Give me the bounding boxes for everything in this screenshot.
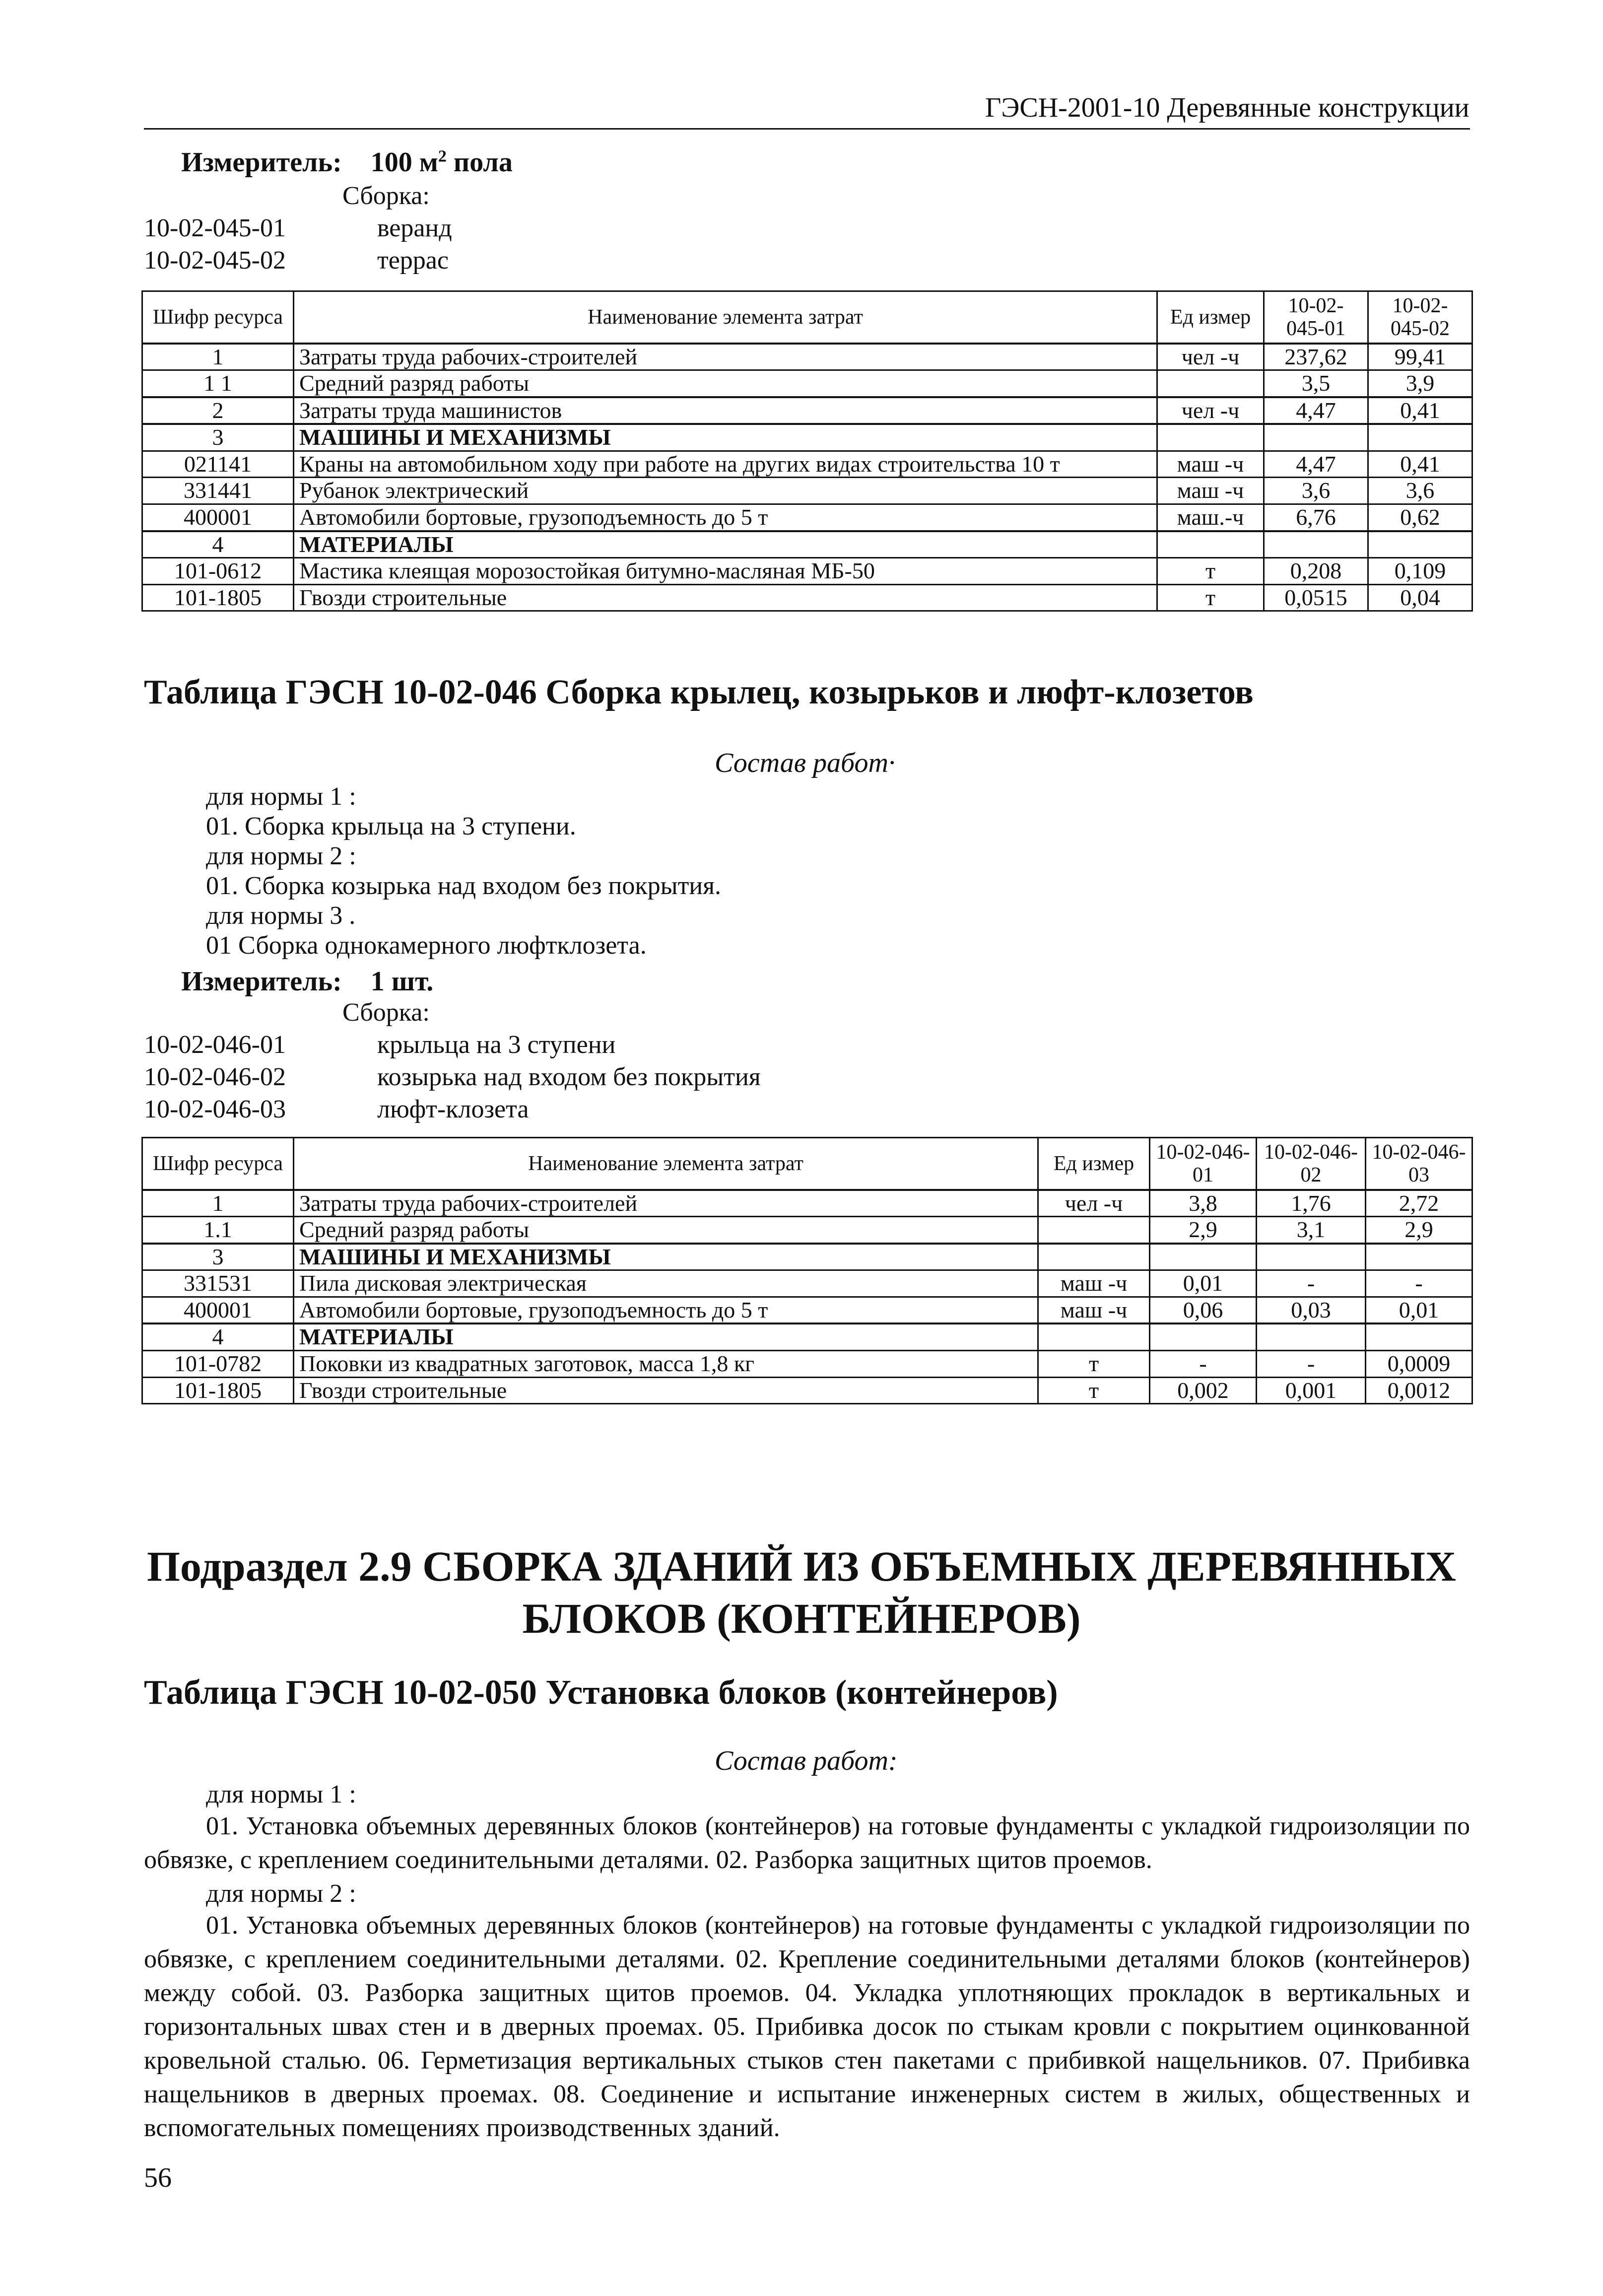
row-code: 1.1 [142, 1217, 294, 1244]
row-name: Затраты труда машинистов [294, 397, 1157, 424]
measure-value: 1 шт. [370, 966, 434, 997]
assembly-label-045: Сборка: [342, 182, 430, 210]
row-name: МАТЕРИАЛЫ [294, 1323, 1038, 1350]
table-row [142, 1377, 1472, 1404]
row-value-3 [1366, 1244, 1472, 1270]
row-value-2: 0,109 [1368, 558, 1472, 585]
row-unit: маш -ч [1157, 451, 1264, 478]
measure-label: Измеритель: [181, 147, 342, 178]
table-row [142, 478, 1472, 504]
measure-label: Измеритель: [181, 966, 342, 997]
row-value-2: 0,04 [1368, 584, 1472, 611]
row-unit: чел -ч [1038, 1190, 1150, 1217]
table-row [142, 1323, 1472, 1350]
norm2-label-050: для нормы 2 : [206, 1879, 356, 1908]
col-header-code: Шифр ресурса [142, 291, 294, 344]
row-code: 3 [142, 424, 294, 451]
row-code: 2 [142, 397, 294, 424]
row-value-3: 2,9 [1366, 1217, 1472, 1244]
row-value-2: 3,1 [1257, 1217, 1366, 1244]
header-rule [144, 128, 1470, 130]
row-value-1: 3,8 [1150, 1190, 1257, 1217]
table-title-046: Таблица ГЭСН 10-02-046 Сборка крылец, козырьков и люфт-клозетов [144, 673, 1254, 711]
row-code: 101-0612 [142, 558, 294, 585]
row-code: 331531 [142, 1270, 294, 1297]
col-header-code: Шифр ресурса [142, 1138, 294, 1190]
row-name: МАТЕРИАЛЫ [294, 531, 1157, 558]
running-header: ГЭСН-2001-10 Деревянные конструкции [985, 92, 1469, 123]
row-value-2: 99,41 [1368, 344, 1472, 370]
row-value-2: 0,62 [1368, 504, 1472, 531]
row-unit: маш -ч [1157, 478, 1264, 504]
table-row [142, 558, 1472, 585]
row-unit [1157, 370, 1264, 397]
row-value-2: 0,41 [1368, 397, 1472, 424]
row-value-1 [1264, 531, 1368, 558]
row-unit: маш -ч [1038, 1297, 1150, 1323]
row-code: 1 [142, 344, 294, 370]
row-value-2: 3,6 [1368, 478, 1472, 504]
code-046-01: 10-02-046-01 [144, 1031, 286, 1059]
resource-table-045 [141, 290, 1473, 612]
row-unit [1157, 424, 1264, 451]
norm-label-1: для нормы 1 : [206, 782, 356, 811]
row-name: МАШИНЫ И МЕХАНИЗМЫ [294, 424, 1157, 451]
row-value-1: 3,6 [1264, 478, 1368, 504]
table-title-050: Таблица ГЭСН 10-02-050 Установка блоков (контейнеров) [144, 1673, 1058, 1712]
row-value-1: - [1150, 1351, 1257, 1378]
row-unit: маш -ч [1038, 1270, 1150, 1297]
row-value-3: 0,0009 [1366, 1351, 1472, 1378]
row-name: Автомобили бортовые, грузоподъемность до 5 т [294, 504, 1157, 531]
table-row [142, 1217, 1472, 1244]
col-header-norm-3: 10-02-046-03 [1366, 1138, 1472, 1190]
row-value-1 [1150, 1323, 1257, 1350]
code-045-02-name: террас [377, 246, 449, 275]
row-value-2 [1368, 424, 1472, 451]
row-code: 021141 [142, 451, 294, 478]
row-unit [1038, 1217, 1150, 1244]
col-header-unit: Ед измер [1038, 1138, 1150, 1190]
row-name: Автомобили бортовые, грузоподъемность до 5 т [294, 1297, 1038, 1323]
row-value-1: 2,9 [1150, 1217, 1257, 1244]
row-value-1: 4,47 [1264, 397, 1368, 424]
table-row [142, 344, 1472, 370]
row-name: Гвозди строительные [294, 1377, 1038, 1404]
row-name: Средний разряд работы [294, 370, 1157, 397]
row-unit: маш.-ч [1157, 504, 1264, 531]
table-row [142, 370, 1472, 397]
row-value-2: - [1257, 1351, 1366, 1378]
row-unit: т [1038, 1377, 1150, 1404]
table-body-045 [142, 344, 1472, 611]
norm-text-3: 01 Сборка однокамерного люфтклозета. [206, 931, 647, 960]
col-header-norm-2: 10-02-045-02 [1368, 291, 1472, 344]
norm1-label-050: для нормы 1 : [206, 1780, 356, 1809]
norm-label-3: для нормы 3 . [206, 902, 356, 930]
row-code: 101-1805 [142, 584, 294, 611]
row-value-1 [1264, 424, 1368, 451]
table-row [142, 1297, 1472, 1323]
row-value-1: 6,76 [1264, 504, 1368, 531]
row-name: Поковки из квадратных заготовок, масса 1,8 кг [294, 1351, 1038, 1378]
col-header-unit: Ед измер [1157, 291, 1264, 344]
code-045-01-name: веранд [377, 214, 452, 242]
code-046-01-name: крыльца на 3 ступени [377, 1031, 616, 1059]
code-046-02-name: козырька над входом без покрытия [377, 1063, 761, 1091]
row-value-3 [1366, 1323, 1472, 1350]
norm1-text-050: 01. Установка объемных деревянных блоков (контейнеров) на готовые фундаменты с укладкой гидроизоляции по обвязке, с креплением соединительными деталями. 02. Разборка защитных щитов проемов. [144, 1812, 1470, 1874]
row-unit: чел -ч [1157, 397, 1264, 424]
row-value-2: 0,001 [1257, 1377, 1366, 1404]
code-045-02: 10-02-045-02 [144, 246, 286, 275]
row-code: 1 [142, 1190, 294, 1217]
norm-label-2: для нормы 2 : [206, 842, 356, 870]
table-row [142, 397, 1472, 424]
subsection-heading-line-1: Подраздел 2.9 СБОРКА ЗДАНИЙ ИЗ ОБЪЕМНЫХ ДЕРЕВЯННЫХ [146, 1542, 1457, 1590]
row-code: 400001 [142, 1297, 294, 1323]
row-value-2: 0,03 [1257, 1297, 1366, 1323]
col-header-norm-1: 10-02-045-01 [1264, 291, 1368, 344]
work-title-046: Состав работ· [715, 748, 895, 778]
row-value-1: 237,62 [1264, 344, 1368, 370]
row-value-3: - [1366, 1270, 1472, 1297]
row-name: Затраты труда рабочих-строителей [294, 344, 1157, 370]
row-value-2 [1368, 531, 1472, 558]
table-row [142, 531, 1472, 558]
row-unit: т [1038, 1351, 1150, 1378]
row-code: 101-1805 [142, 1377, 294, 1404]
row-unit [1157, 531, 1264, 558]
row-unit: т [1157, 558, 1264, 585]
row-code: 3 [142, 1244, 294, 1270]
norm-text-2: 01. Сборка козырька над входом без покрытия. [206, 872, 722, 900]
col-header-name: Наименование элемента затрат [294, 1138, 1038, 1190]
row-unit [1038, 1244, 1150, 1270]
table-row [142, 451, 1472, 478]
row-name: Пила дисковая электрическая [294, 1270, 1038, 1297]
col-header-norm-2: 10-02-046-02 [1257, 1138, 1366, 1190]
table-row [142, 1244, 1472, 1270]
table-row [142, 424, 1472, 451]
code-045-01: 10-02-045-01 [144, 214, 286, 242]
row-value-1 [1150, 1244, 1257, 1270]
code-046-02: 10-02-046-02 [144, 1063, 286, 1091]
row-value-2: 1,76 [1257, 1190, 1366, 1217]
row-name: Мастика клеящая морозостойкая битумно-масляная МБ-50 [294, 558, 1157, 585]
row-value-2: - [1257, 1270, 1366, 1297]
row-name: Гвозди строительные [294, 584, 1157, 611]
row-name: Краны на автомобильном ходу при работе на других видах строительства 10 т [294, 451, 1157, 478]
table-row [142, 1270, 1472, 1297]
code-046-03: 10-02-046-03 [144, 1095, 286, 1123]
code-046-03-name: люфт-клозета [377, 1095, 529, 1123]
assembly-label-046: Сборка: [342, 998, 430, 1027]
row-code: 1 1 [142, 370, 294, 397]
row-name: Затраты труда рабочих-строителей [294, 1190, 1038, 1217]
norm-text-1: 01. Сборка крыльца на 3 ступени. [206, 812, 576, 840]
row-code: 331441 [142, 478, 294, 504]
row-value-2 [1257, 1244, 1366, 1270]
work-title-050: Состав работ: [715, 1745, 898, 1776]
row-value-1: 0,06 [1150, 1297, 1257, 1323]
row-value-2 [1257, 1323, 1366, 1350]
table-row [142, 1190, 1472, 1217]
row-name: Рубанок электрический [294, 478, 1157, 504]
table-row [142, 1351, 1472, 1378]
row-unit: чел -ч [1157, 344, 1264, 370]
row-value-3: 0,0012 [1366, 1377, 1472, 1404]
page-number: 56 [144, 2162, 172, 2193]
subsection-heading-line-2: БЛОКОВ (КОНТЕЙНЕРОВ) [522, 1595, 1081, 1642]
norm2-text-050: 01. Установка объемных деревянных блоков (контейнеров) на готовые фундаменты с укладкой гидроизоляции по обвязке, с креплением соединительными деталями. 02. Крепление соединительными деталями блоков (контейнеров) между собой. 03. Разборка защитных щитов проемов. 04. Укладка уплотняющих прокладок в вертикальных и горизонтальных швах стен и в дверных проемах. 05. Прибивка досок по стыкам кровли с покрытием оцинкованной кровельной сталью. 06. Герметизация вертикальных стыков стен пакетами с прибивкой нащельников. 07. Прибивка нащельников в дверных проемах. 08. Соединение и испытание инженерных систем в жилых, общественных и вспомогательных помещениях производственных зданий. [144, 1911, 1470, 2142]
row-name: Средний разряд работы [294, 1217, 1038, 1244]
row-code: 400001 [142, 504, 294, 531]
row-value-3: 2,72 [1366, 1190, 1472, 1217]
row-value-2: 3,9 [1368, 370, 1472, 397]
col-header-name: Наименование элемента затрат [294, 291, 1157, 344]
row-value-1: 0,208 [1264, 558, 1368, 585]
row-code: 101-0782 [142, 1351, 294, 1378]
row-name: МАШИНЫ И МЕХАНИЗМЫ [294, 1244, 1038, 1270]
table-body-046 [142, 1190, 1472, 1404]
table-row [142, 504, 1472, 531]
row-value-1: 4,47 [1264, 451, 1368, 478]
row-code: 4 [142, 531, 294, 558]
table-row [142, 584, 1472, 611]
measure-tail: пола [446, 147, 513, 178]
row-value-1: 0,01 [1150, 1270, 1257, 1297]
measure-045 [181, 146, 513, 178]
measure-046 [181, 966, 433, 997]
measure-sup: 2 [438, 147, 447, 166]
row-code: 4 [142, 1323, 294, 1350]
row-unit [1038, 1323, 1150, 1350]
row-value-2: 0,41 [1368, 451, 1472, 478]
col-header-norm-1: 10-02-046-01 [1150, 1138, 1257, 1190]
row-value-1: 0,002 [1150, 1377, 1257, 1404]
row-unit: т [1157, 584, 1264, 611]
resource-table-046 [141, 1137, 1473, 1404]
row-value-1: 0,0515 [1264, 584, 1368, 611]
row-value-3: 0,01 [1366, 1297, 1472, 1323]
row-value-1: 3,5 [1264, 370, 1368, 397]
measure-value: 100 м [370, 147, 438, 178]
